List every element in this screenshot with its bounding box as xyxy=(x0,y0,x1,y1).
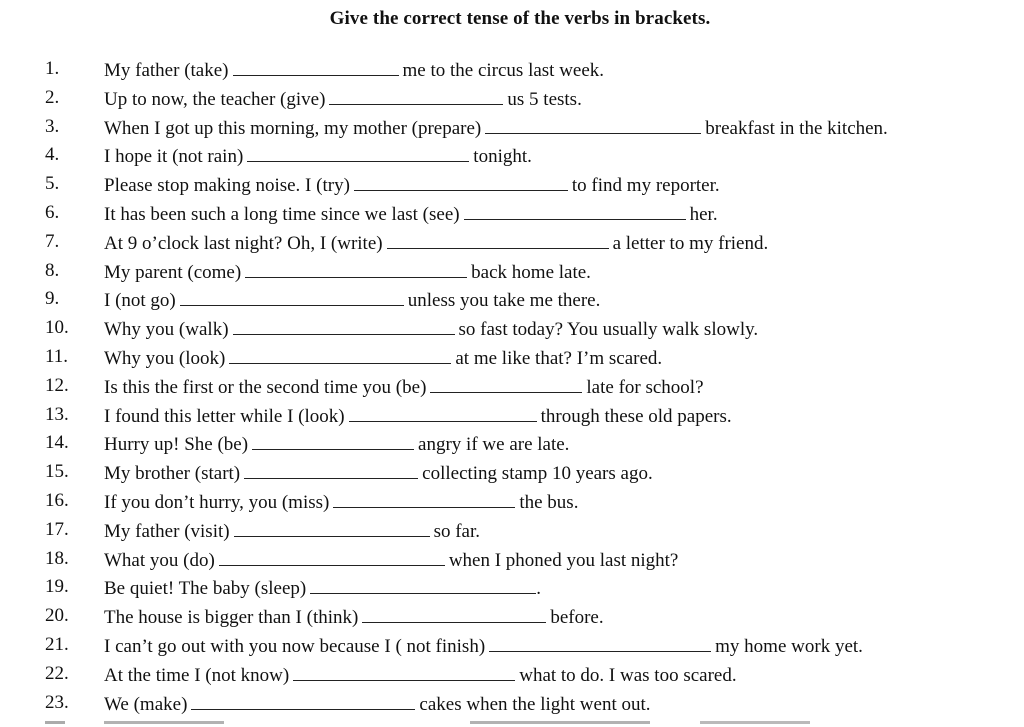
item-sentence xyxy=(104,56,604,84)
exercise-item xyxy=(0,344,1024,370)
sentence-start: It has been such a long time since we last (see) xyxy=(104,204,460,225)
sentence-end: unless you take me there. xyxy=(407,290,601,312)
sentence-end: the bus. xyxy=(519,492,579,513)
exercise-item xyxy=(0,546,1024,572)
answer-blank[interactable] xyxy=(293,661,515,681)
sentence-start: We (make) xyxy=(104,693,188,715)
item-number: 9. xyxy=(45,288,60,310)
item-number: 4. xyxy=(45,144,60,166)
item-number: 18. xyxy=(45,547,69,569)
item-sentence xyxy=(104,286,600,314)
exercise-item xyxy=(0,142,1024,168)
worksheet-title: Give the correct tense of the verbs in brackets. xyxy=(329,8,711,29)
item-sentence xyxy=(104,171,720,199)
item-number: 3. xyxy=(45,115,60,137)
exercise-item xyxy=(0,200,1024,226)
item-sentence xyxy=(104,142,532,170)
item-sentence xyxy=(104,258,591,286)
sentence-end: through these old papers. xyxy=(540,405,732,427)
exercise-item xyxy=(0,171,1024,197)
item-sentence xyxy=(104,344,662,372)
exercise-item xyxy=(0,229,1024,255)
sentence-end: late for school? xyxy=(586,376,704,398)
sentence-start: Why you (walk) xyxy=(104,319,229,341)
cut-off-text-fragment xyxy=(0,717,1024,727)
sentence-start: I can’t go out with you now because I ( not finish) xyxy=(104,636,486,657)
item-sentence xyxy=(104,546,678,574)
sentence-end: her. xyxy=(689,204,718,225)
exercise-item xyxy=(0,459,1024,485)
sentence-start: What you (do) xyxy=(104,549,215,571)
exercise-item xyxy=(0,690,1024,716)
item-sentence xyxy=(104,488,578,516)
sentence-end: angry if we are late. xyxy=(418,434,570,456)
item-number: 6. xyxy=(45,202,60,223)
sentence-start: Be quiet! The baby (sleep) xyxy=(104,578,307,600)
sentence-start: My father (visit) xyxy=(104,520,230,542)
answer-blank[interactable] xyxy=(349,402,537,422)
sentence-start: Please stop making noise. I (try) xyxy=(104,175,350,197)
answer-blank[interactable] xyxy=(244,459,418,479)
sentence-end: collecting stamp 10 years ago. xyxy=(422,463,653,485)
answer-blank[interactable] xyxy=(247,142,469,162)
item-sentence xyxy=(104,459,653,487)
sentence-end: back home late. xyxy=(471,261,591,283)
sentence-end: breakfast in the kitchen. xyxy=(705,117,888,139)
exercise-item xyxy=(0,632,1024,658)
sentence-end: a letter to my friend. xyxy=(612,232,769,254)
item-number: 12. xyxy=(45,374,69,396)
sentence-end: before. xyxy=(550,607,604,629)
item-number: 14. xyxy=(45,432,69,454)
exercise-item xyxy=(0,286,1024,312)
sentence-start: I hope it (not rain) xyxy=(104,146,244,168)
sentence-start: Is this the first or the second time you (be) xyxy=(104,376,427,398)
exercise-item xyxy=(0,85,1024,111)
item-sentence xyxy=(104,229,768,257)
answer-blank[interactable] xyxy=(191,690,415,710)
sentence-start: My father (take) xyxy=(104,60,229,81)
item-number: 13. xyxy=(45,403,69,425)
sentence-start: Up to now, the teacher (give) xyxy=(104,88,326,110)
item-sentence xyxy=(104,200,718,228)
item-sentence xyxy=(104,315,758,343)
item-sentence xyxy=(104,430,569,458)
item-sentence xyxy=(104,632,863,660)
sentence-end: when I phoned you last night? xyxy=(448,549,679,571)
sentence-end: . xyxy=(536,578,541,600)
answer-blank[interactable] xyxy=(387,229,609,249)
answer-blank[interactable] xyxy=(310,574,536,594)
sentence-start: My brother (start) xyxy=(104,463,241,485)
exercise-item xyxy=(0,661,1024,687)
item-number: 10. xyxy=(45,317,69,339)
sentence-end: at me like that? I’m scared. xyxy=(455,348,663,369)
item-sentence xyxy=(104,661,737,689)
sentence-end: so fast today? You usually walk slowly. xyxy=(458,319,759,341)
exercise-item xyxy=(0,402,1024,428)
item-sentence xyxy=(104,85,582,113)
answer-blank[interactable] xyxy=(329,85,503,105)
exercise-item xyxy=(0,517,1024,543)
item-sentence xyxy=(104,517,480,545)
item-number: 7. xyxy=(45,230,60,252)
answer-blank[interactable] xyxy=(233,56,399,76)
item-number: 5. xyxy=(45,173,60,195)
answer-blank[interactable] xyxy=(252,430,414,450)
item-number: 21. xyxy=(45,634,69,655)
item-sentence xyxy=(104,690,651,718)
answer-blank[interactable] xyxy=(233,315,455,335)
item-number: 15. xyxy=(45,461,69,483)
answer-blank[interactable] xyxy=(180,286,404,306)
sentence-start: At the time I (not know) xyxy=(104,664,290,686)
item-sentence xyxy=(104,114,888,142)
answer-blank[interactable] xyxy=(430,373,582,393)
sentence-end: us 5 tests. xyxy=(507,88,582,110)
item-sentence xyxy=(104,574,541,602)
answer-blank[interactable] xyxy=(489,632,711,652)
item-number: 8. xyxy=(45,259,60,281)
sentence-end: to find my reporter. xyxy=(571,175,720,197)
sentence-end: my home work yet. xyxy=(715,636,863,657)
sentence-end: cakes when the light went out. xyxy=(419,693,651,715)
answer-blank[interactable] xyxy=(229,344,451,364)
sentence-start: If you don’t hurry, you (miss) xyxy=(104,492,330,513)
item-number: 2. xyxy=(45,86,60,108)
answer-blank[interactable] xyxy=(464,200,686,220)
exercise-item xyxy=(0,574,1024,600)
sentence-start: My parent (come) xyxy=(104,261,242,283)
item-number: 23. xyxy=(45,691,69,713)
sentence-end: me to the circus last week. xyxy=(402,60,605,81)
answer-blank[interactable] xyxy=(333,488,515,508)
sentence-start: The house is bigger than I (think) xyxy=(104,607,359,629)
item-number: 11. xyxy=(45,346,69,367)
item-number: 22. xyxy=(45,662,69,684)
item-sentence xyxy=(104,603,604,631)
exercise-item xyxy=(0,258,1024,284)
exercise-item xyxy=(0,56,1024,82)
answer-blank[interactable] xyxy=(485,114,701,134)
exercise-item xyxy=(0,373,1024,399)
answer-blank[interactable] xyxy=(234,517,430,537)
item-number: 20. xyxy=(45,605,69,627)
exercise-item xyxy=(0,315,1024,341)
item-number: 17. xyxy=(45,518,69,540)
item-sentence xyxy=(104,373,704,401)
exercise-item xyxy=(0,603,1024,629)
item-number: 1. xyxy=(45,58,60,79)
exercise-item xyxy=(0,114,1024,140)
sentence-start: When I got up this morning, my mother (prepare) xyxy=(104,117,482,139)
sentence-start: Hurry up! She (be) xyxy=(104,434,249,456)
item-number: 16. xyxy=(45,490,69,511)
sentence-start: Why you (look) xyxy=(104,348,226,369)
exercise-item xyxy=(0,488,1024,514)
sentence-start: I found this letter while I (look) xyxy=(104,405,345,427)
sentence-start: I (not go) xyxy=(104,290,176,312)
sentence-end: tonight. xyxy=(473,146,532,168)
answer-blank[interactable] xyxy=(219,546,445,566)
answer-blank[interactable] xyxy=(354,171,568,191)
item-sentence xyxy=(104,402,732,430)
sentence-end: so far. xyxy=(433,520,481,542)
answer-blank[interactable] xyxy=(245,258,467,278)
sentence-start: At 9 o’clock last night? Oh, I (write) xyxy=(104,232,383,254)
sentence-end: what to do. I was too scared. xyxy=(519,664,737,686)
exercise-item xyxy=(0,430,1024,456)
answer-blank[interactable] xyxy=(362,603,546,623)
item-number: 19. xyxy=(45,576,69,598)
